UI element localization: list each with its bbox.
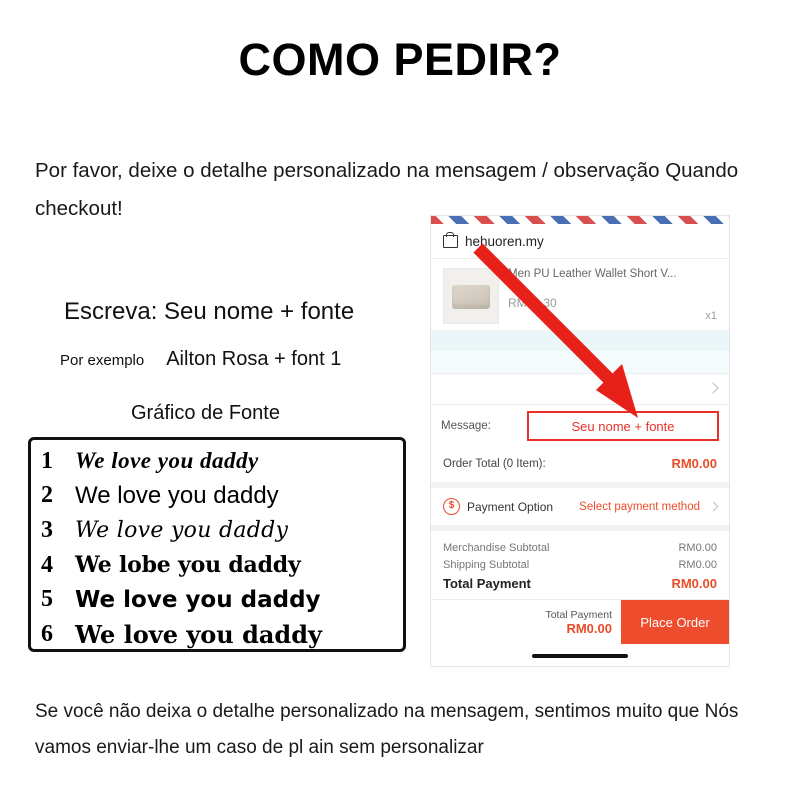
font-row: [31, 513, 403, 548]
intro-paragraph: Por favor, deixe o detalhe personalizado na mensagem / observação Quando checkout!: [35, 159, 739, 220]
phone-screenshot: [431, 216, 729, 666]
airmail-border: [431, 216, 729, 224]
font-row: [31, 617, 403, 652]
product-info: [499, 268, 717, 324]
outro-paragraph: Se você não deixa o detalhe personalizado na mensagem, sentimos muito que Nós vamos enviar-lhe um caso de pl ain sem personalizar: [35, 701, 739, 758]
font-row: [31, 444, 403, 479]
font-row-number: 3: [41, 516, 53, 543]
shop-name: hehuoren.my: [465, 233, 544, 249]
font-row-sample: We love you daddy: [75, 481, 279, 509]
font-row-sample: We lobe you daddy: [75, 552, 301, 579]
message-row[interactable]: [431, 405, 729, 447]
font-chart-title: Gráfico de Fonte: [131, 402, 280, 424]
payment-option-label: Payment Option: [467, 499, 554, 514]
home-indicator: [532, 654, 628, 658]
product-thumbnail: [443, 268, 499, 324]
shop-icon: [443, 235, 458, 248]
product-title: Men PU Leather Wallet Short V...: [508, 268, 677, 280]
font-row-number: 2: [41, 482, 53, 509]
message-input[interactable]: Seu nome + fonte: [527, 411, 719, 441]
summary-value: RM0.00: [678, 558, 717, 571]
message-label: Message:: [441, 420, 491, 432]
order-total-label: Order Total (0 Item):: [443, 457, 546, 470]
font-row-sample: We love you daddy: [75, 619, 322, 649]
summary-label: Shipping Subtotal: [443, 558, 530, 571]
product-price: RM19.30: [508, 296, 557, 310]
summary-row: [443, 556, 717, 573]
footer-total-value: RM0.00: [566, 621, 612, 636]
shop-bar[interactable]: [431, 224, 729, 259]
summary-row: [443, 539, 717, 556]
shipping-option-row[interactable]: [431, 373, 729, 405]
summary-row-total: [443, 573, 717, 593]
product-row[interactable]: [431, 259, 729, 330]
payment-option-row[interactable]: [431, 488, 729, 531]
voucher-bar: [431, 330, 729, 351]
checkout-footer: [431, 599, 729, 644]
place-order-button[interactable]: Place Order: [621, 600, 729, 644]
order-total-row: [431, 447, 729, 488]
font-row-sample: We love you daddy: [75, 586, 321, 613]
select-payment-method-link[interactable]: Select payment method: [579, 500, 700, 513]
voucher-bar-secondary: [431, 351, 729, 373]
chevron-right-icon: [709, 502, 719, 512]
font-row-sample: We love you daddy: [75, 517, 289, 543]
order-total-value: RM0.00: [671, 456, 717, 471]
example-value: Ailton Rosa + font 1: [166, 348, 342, 370]
summary-label: Merchandise Subtotal: [443, 541, 550, 554]
font-row: [31, 548, 403, 583]
summary-value: RM0.00: [678, 541, 717, 554]
example-label: Por exemplo: [60, 352, 145, 369]
font-row-number: 5: [41, 586, 53, 613]
font-row-number: 6: [41, 620, 53, 647]
font-row-number: 4: [41, 551, 53, 578]
font-row-sample: We love you daddy: [75, 448, 259, 474]
page-title: COMO PEDIR?: [238, 34, 562, 85]
font-row-number: 1: [41, 447, 53, 474]
font-row: [31, 479, 403, 514]
wallet-image: [452, 285, 490, 309]
payment-summary: [431, 531, 729, 597]
footer-total: [545, 608, 612, 636]
font-chart: [28, 437, 406, 652]
footer-total-label: Total Payment: [545, 609, 612, 621]
chevron-right-icon: [707, 382, 718, 393]
coin-icon: $: [443, 498, 460, 515]
instruction-write-line: Escreva: Seu nome + fonte: [64, 298, 355, 325]
example-row: [60, 348, 341, 371]
font-row: [31, 582, 403, 617]
summary-value: RM0.00: [671, 575, 717, 591]
product-quantity: x1: [705, 310, 717, 322]
summary-label: Total Payment: [443, 575, 531, 591]
